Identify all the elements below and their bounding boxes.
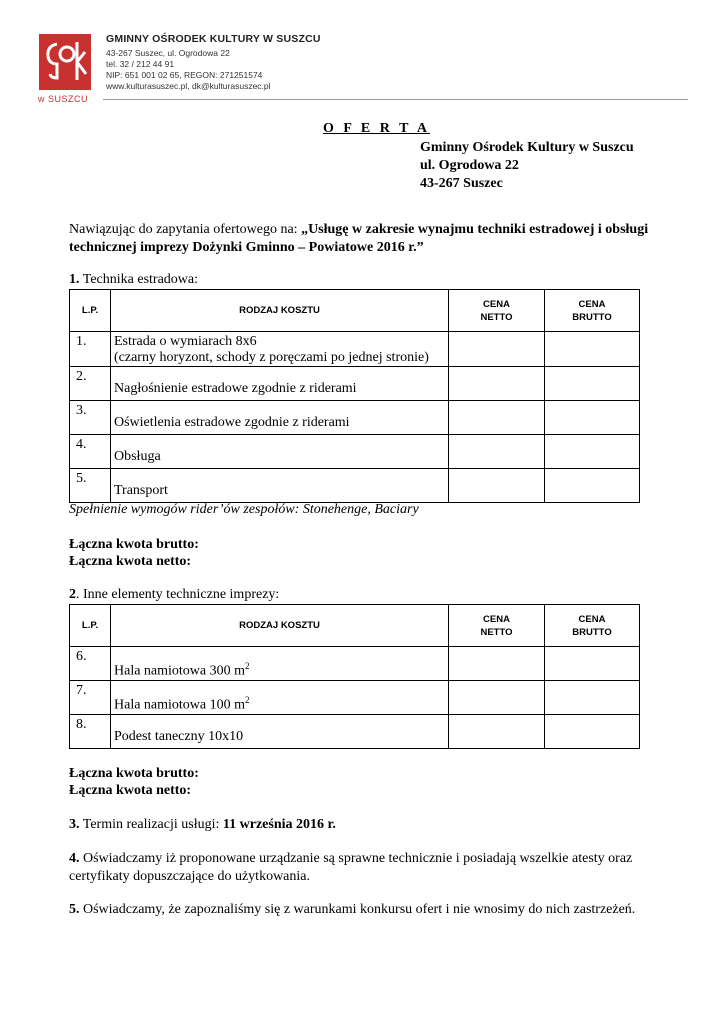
recipient-address [420, 139, 634, 193]
header-netto-line2: NETTO [480, 311, 513, 323]
org-address: 43-267 Suszec, ul. Ogrodowa 22 [106, 48, 230, 58]
row-brutto-cell[interactable] [545, 332, 640, 367]
header-netto-line2: NETTO [480, 626, 513, 638]
row-lp: 8. [70, 715, 111, 749]
intro-lead: Nawiązując do zapytania ofertowego na: [69, 222, 302, 237]
section-3-number: 3. [69, 817, 80, 832]
header-netto [449, 605, 545, 647]
header-netto [449, 290, 545, 332]
table-technika [69, 289, 640, 503]
row-lp: 2. [70, 367, 111, 401]
document-title: O F E R T A [323, 121, 431, 136]
row-netto-cell[interactable] [449, 401, 545, 435]
org-nip: NIP: 651 001 02 65, REGON: 271251574 [106, 70, 263, 80]
row-description-text: Hala namiotowa 100 m [114, 697, 246, 713]
section-4-number: 4. [69, 851, 80, 866]
section-5-number: 5. [69, 902, 80, 917]
gok-logo [39, 34, 91, 90]
header-divider [103, 99, 688, 100]
org-name: GMINNY OŚRODEK KULTURY W SUSZCU [106, 33, 321, 45]
section-4-text: Oświadczamy iż proponowane urządzanie są sprawne technicznie i posiadają wszelkie atesty oraz certyfikaty dopuszczające do użytkowania. [69, 851, 633, 884]
riders-note: Spełnienie wymogów rider’ów zespołów: Stonehenge, Baciary [69, 502, 419, 517]
table-inne [69, 604, 640, 749]
row-lp: 6. [70, 647, 111, 681]
header-kind: RODZAJ KOSZTU [111, 290, 449, 332]
table-row [70, 332, 640, 367]
intro-paragraph [69, 221, 669, 257]
row-lp: 4. [70, 435, 111, 469]
logo-subtitle: w SUSZCU [38, 94, 89, 104]
total-gross-1: Łączna kwota brutto: [69, 537, 199, 552]
table-row [70, 647, 640, 681]
table-header-row [70, 290, 640, 332]
row-description [111, 681, 449, 715]
org-tel: tel. 32 / 212 44 91 [106, 59, 175, 69]
section-2-number: 2 [69, 587, 76, 602]
recipient-line-3: 43-267 Suszec [420, 176, 503, 191]
row-lp: 3. [70, 401, 111, 435]
table-row [70, 367, 640, 401]
table-row [70, 681, 640, 715]
header-netto-line1: CENA [483, 298, 510, 310]
row-description-text: Hala namiotowa 300 m [114, 663, 246, 679]
row-brutto-cell[interactable] [545, 647, 640, 681]
gok-logo-icon [39, 34, 91, 90]
section-2-heading [69, 587, 279, 603]
section-4 [69, 850, 669, 886]
row-lp: 7. [70, 681, 111, 715]
row-netto-cell[interactable] [449, 715, 545, 749]
row-netto-cell[interactable] [449, 681, 545, 715]
row-netto-cell[interactable] [449, 332, 545, 367]
table-header-row [70, 605, 640, 647]
table-row [70, 715, 640, 749]
table-row [70, 401, 640, 435]
row-netto-cell[interactable] [449, 435, 545, 469]
row-description-line1: Estrada o wymiarach 8x6 [114, 334, 257, 349]
org-info [106, 33, 321, 92]
row-description: Nagłośnienie estradowe zgodnie z riderami [111, 367, 449, 401]
row-brutto-cell[interactable] [545, 435, 640, 469]
section-2-title: . Inne elementy techniczne imprezy: [76, 587, 280, 602]
section-3-date: 11 września 2016 r. [222, 817, 336, 832]
header-brutto-line1: CENA [578, 298, 606, 310]
row-description: Oświetlenia estradowe zgodnie z riderami [111, 401, 449, 435]
header-brutto-line2: BRUTTO [572, 626, 612, 638]
section-3 [69, 817, 336, 833]
row-description-line2: (czarny horyzont, schody z poręczami po jednej stronie) [114, 350, 429, 365]
row-brutto-cell[interactable] [545, 367, 640, 401]
intro-subject: „Usługę w zakresie wynajmu techniki estradowej i obsługi technicznej imprezy Dożynki Gminno – Powiatowe 2016 r.” [69, 222, 649, 255]
row-netto-cell[interactable] [449, 469, 545, 503]
header-brutto-line1: CENA [578, 613, 606, 625]
total-net-1: Łączna kwota netto: [69, 554, 192, 569]
row-brutto-cell[interactable] [545, 681, 640, 715]
row-description: Obsługa [111, 435, 449, 469]
section-5-text: Oświadczamy, że zapoznaliśmy się z warunkami konkursu ofert i nie wnosimy do nich zastrzeżeń. [79, 902, 636, 917]
row-brutto-cell[interactable] [545, 469, 640, 503]
row-lp: 5. [70, 469, 111, 503]
row-description-sup: 2 [245, 661, 250, 671]
table-row [70, 435, 640, 469]
section-1-title: Technika estradowa: [79, 272, 198, 287]
header-kind: RODZAJ KOSZTU [111, 605, 449, 647]
row-description: Podest taneczny 10x10 [111, 715, 449, 749]
row-netto-cell[interactable] [449, 647, 545, 681]
recipient-line-1: Gminny Ośrodek Kultury w Suszcu [420, 140, 634, 155]
row-brutto-cell[interactable] [545, 401, 640, 435]
row-description-sup: 2 [245, 695, 250, 705]
row-brutto-cell[interactable] [545, 715, 640, 749]
row-description [111, 647, 449, 681]
total-net-2: Łączna kwota netto: [69, 783, 192, 798]
row-lp: 1. [70, 332, 111, 367]
row-description: Transport [111, 469, 449, 503]
header-brutto-line2: BRUTTO [572, 311, 612, 323]
org-web: www.kulturasuszec.pl, dk@kulturasuszec.pl [106, 81, 271, 91]
section-1-heading [69, 272, 198, 288]
total-gross-2: Łączna kwota brutto: [69, 766, 199, 781]
table-row [70, 469, 640, 503]
header-brutto [545, 290, 640, 332]
section-5 [69, 901, 669, 919]
header-lp: L.P. [70, 290, 111, 332]
header-brutto [545, 605, 640, 647]
header-netto-line1: CENA [483, 613, 510, 625]
recipient-line-2: ul. Ogrodowa 22 [420, 158, 519, 173]
section-1-number: 1. [69, 272, 80, 287]
row-description [111, 332, 449, 367]
section-3-text: Termin realizacji usługi: [79, 817, 223, 832]
row-netto-cell[interactable] [449, 367, 545, 401]
header-lp: L.P. [70, 605, 111, 647]
